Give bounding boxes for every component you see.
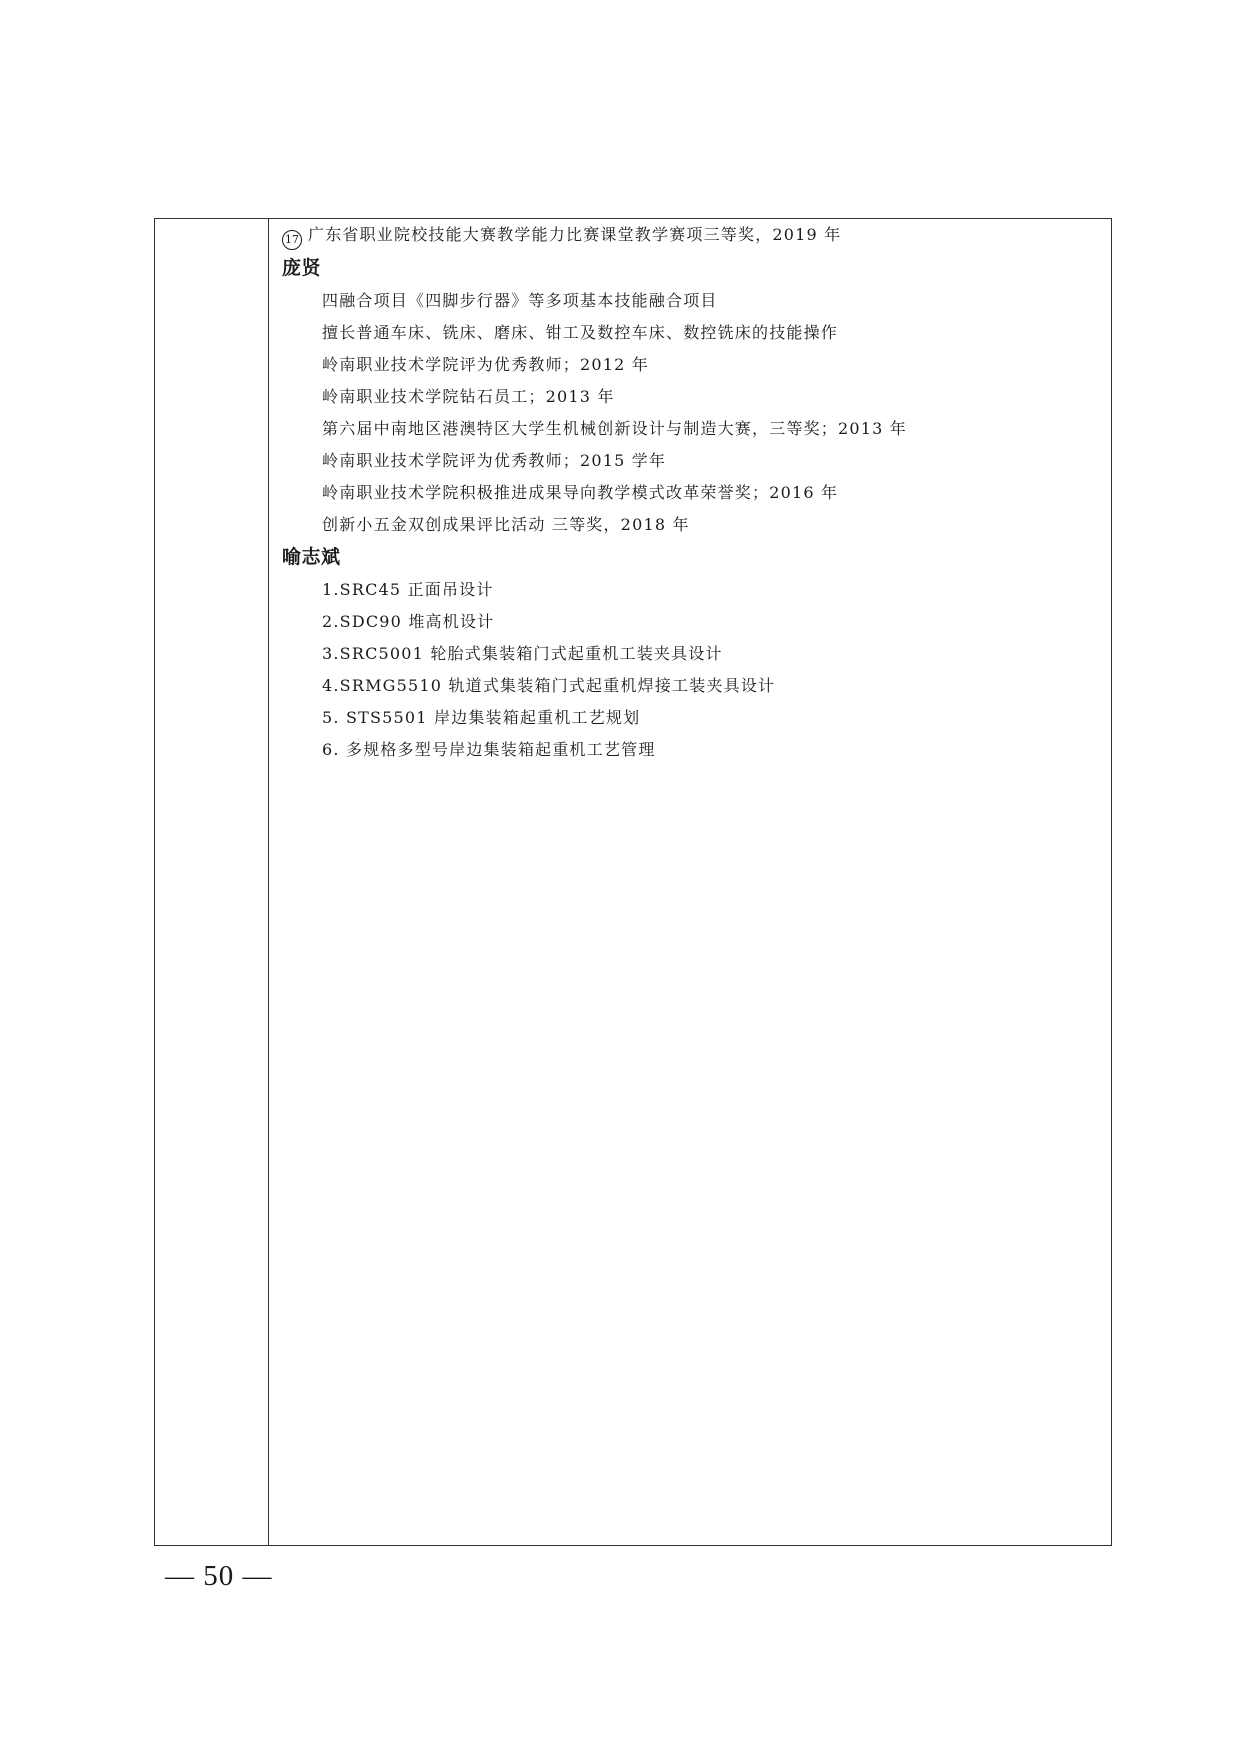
section-heading-yu-zhibin: 喻志斌: [282, 546, 341, 568]
list-item: 岭南职业技术学院评为优秀教师；2012 年: [322, 355, 650, 374]
page-number: — 50 —: [165, 1560, 273, 1592]
list-item: 第六届中南地区港澳特区大学生机械创新设计与制造大赛，三等奖；2013 年: [322, 419, 908, 438]
list-item: 6. 多规格多型号岸边集装箱起重机工艺管理: [322, 740, 656, 759]
award-entry-17: [282, 225, 841, 250]
list-item: 四融合项目《四脚步行器》等多项基本技能融合项目: [322, 291, 718, 310]
form-table: [154, 218, 1112, 1546]
list-item: 擅长普通车床、铣床、磨床、钳工及数控车床、数控铣床的技能操作: [322, 323, 839, 342]
list-item: 岭南职业技术学院钻石员工；2013 年: [322, 387, 615, 406]
section-heading-pang-xian: 庞贤: [282, 257, 322, 279]
table-left-column: [155, 219, 269, 1545]
list-item: 5. STS5501 岸边集装箱起重机工艺规划: [322, 708, 641, 727]
list-item: 1.SRC45 正面吊设计: [322, 580, 494, 599]
circled-number-marker: 17: [282, 230, 302, 250]
award-entry-text: 广东省职业院校技能大赛教学能力比赛课堂教学赛项三等奖，2019 年: [308, 225, 842, 244]
list-item: 4.SRMG5510 轨道式集装箱门式起重机焊接工装夹具设计: [322, 676, 776, 695]
list-item: 岭南职业技术学院评为优秀教师；2015 学年: [322, 451, 667, 470]
list-item: 创新小五金双创成果评比活动 三等奖，2018 年: [322, 515, 690, 534]
list-item: 2.SDC90 堆高机设计: [322, 612, 495, 631]
list-item: 3.SRC5001 轮胎式集装箱门式起重机工装夹具设计: [322, 644, 723, 663]
list-item: 岭南职业技术学院积极推进成果导向教学模式改革荣誉奖；2016 年: [322, 483, 839, 502]
